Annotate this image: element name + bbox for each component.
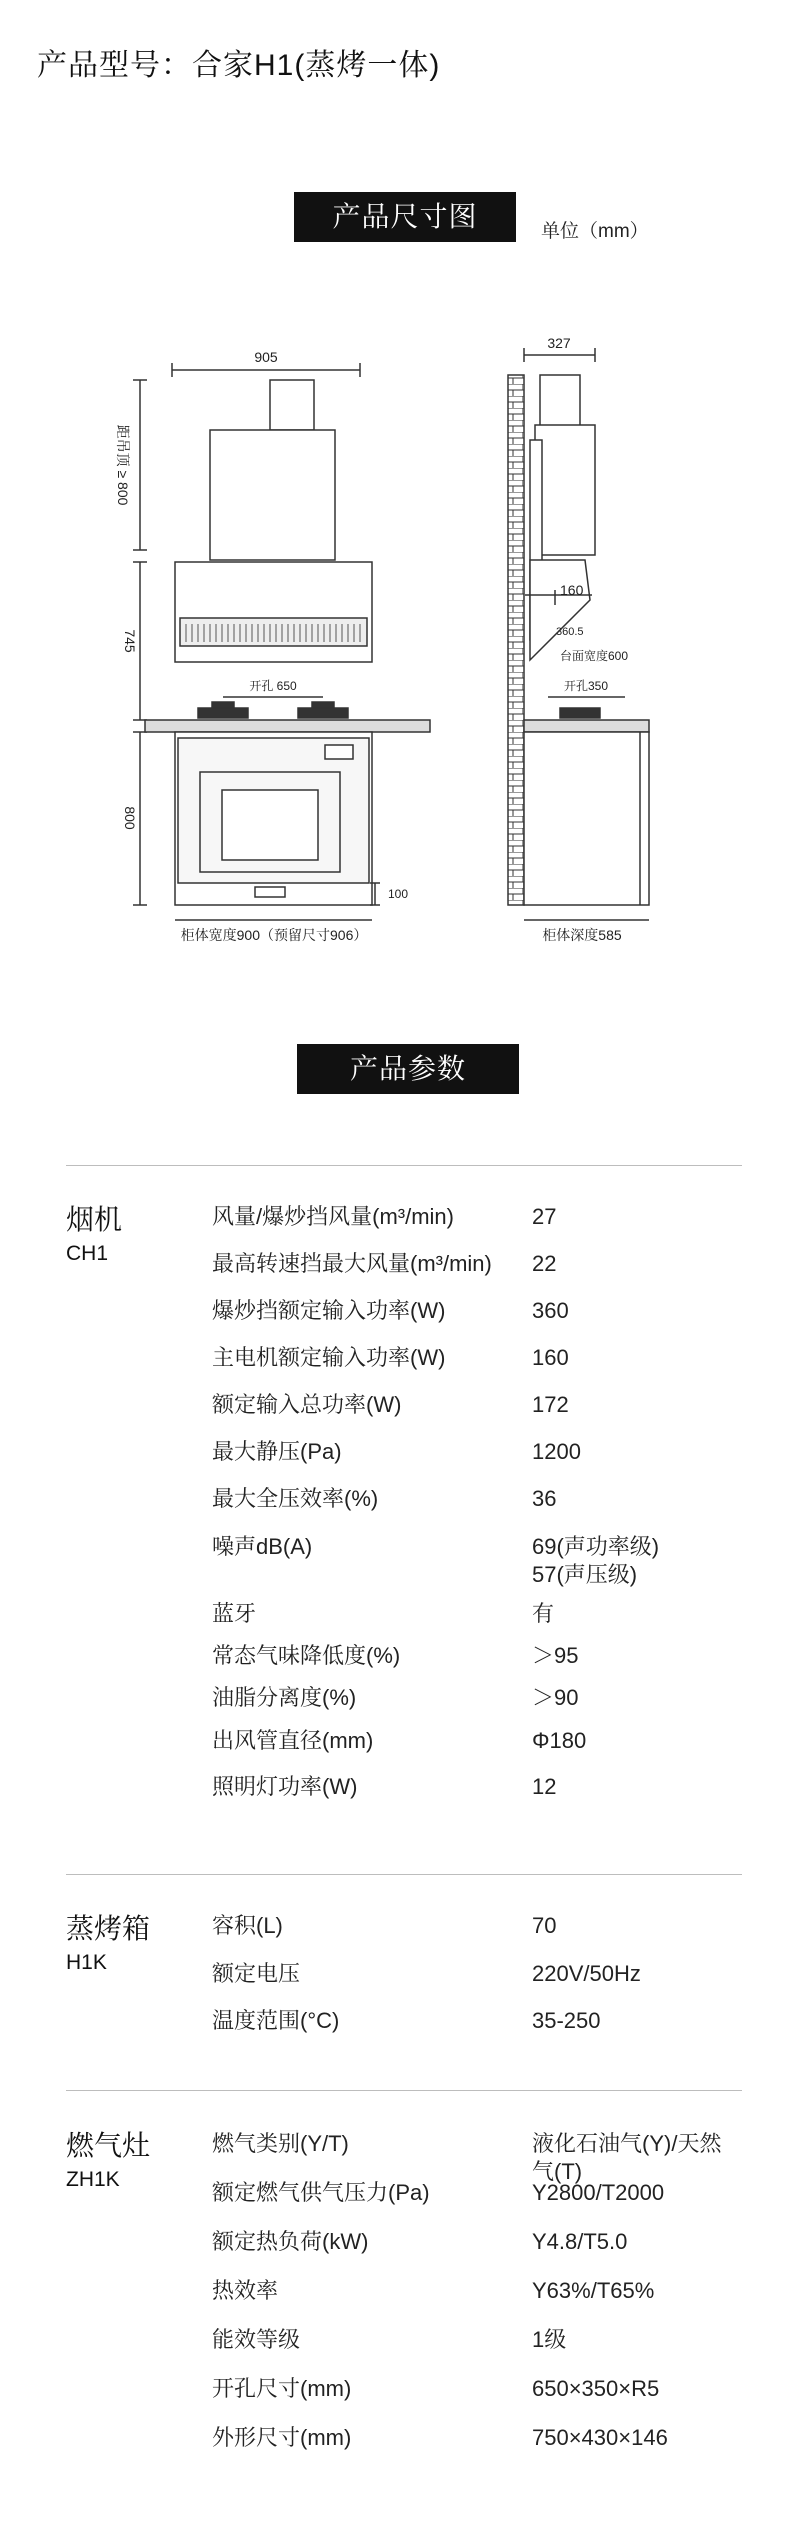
side-cabinet [524, 732, 649, 905]
hood-lower-body [175, 562, 372, 662]
spec-key: 额定电压 [212, 1961, 301, 1986]
spec-value: 有 [532, 1601, 555, 1626]
spec-key: 出风管直径(mm) [212, 1728, 374, 1753]
side-chimney [540, 375, 580, 427]
spec-value: ＞90 [532, 1685, 579, 1710]
unit-label: 单位（mm） [541, 221, 649, 242]
label-cutout-650: 开孔 650 [249, 679, 297, 693]
spec-key: 最高转速挡最大风量(m³/min) [212, 1251, 492, 1276]
dimension-drawing [0, 320, 791, 980]
divider [66, 1165, 742, 1166]
label-cabinet-depth: 柜体深度585 [542, 927, 622, 943]
burner-right [298, 702, 348, 718]
spec-value: 69(声功率级) 57(声压级) [532, 1534, 660, 1587]
burner-left [198, 702, 248, 718]
spec-key: 风量/爆炒挡风量(m³/min) [212, 1204, 454, 1229]
spec-value: 27 [532, 1204, 557, 1229]
group-code: ZH1K [66, 2168, 120, 2191]
spec-key: 爆炒挡额定输入功率(W) [212, 1298, 446, 1323]
spec-key: 开孔尺寸(mm) [212, 2376, 352, 2401]
spec-value: 220V/50Hz [532, 1961, 641, 1986]
brick-wall [508, 375, 524, 905]
spec-value: 36 [532, 1486, 557, 1511]
divider [66, 1874, 742, 1875]
spec-value: 360 [532, 1298, 569, 1323]
countertop [145, 720, 430, 732]
divider [66, 2090, 742, 2091]
label-100: 100 [388, 887, 409, 901]
label-360-5: 360.5 [556, 626, 584, 638]
group-code: H1K [66, 1951, 107, 1974]
product-model-title: 产品型号：合家H1(蒸烤一体) [37, 49, 441, 82]
spec-value: 70 [532, 1913, 557, 1938]
spec-value: 1级 [532, 2327, 567, 2352]
spec-key: 容积(L) [212, 1913, 283, 1938]
label-905: 905 [254, 349, 278, 365]
label-cabinet-width: 柜体宽度900（预留尺寸906） [180, 927, 368, 943]
spec-key: 温度范围(°C) [212, 2008, 340, 2033]
spec-value: 172 [532, 1392, 569, 1417]
spec-key: 主电机额定输入功率(W) [212, 1345, 446, 1370]
spec-key: 燃气类别(Y/T) [212, 2131, 349, 2156]
hood-upper-box [210, 430, 335, 560]
spec-value: 160 [532, 1345, 569, 1370]
spec-value: ＞95 [532, 1643, 579, 1668]
spec-value: 液化石油气(Y)/天然气(T) [532, 2131, 722, 2184]
spec-key: 最大静压(Pa) [212, 1439, 342, 1464]
label-327: 327 [547, 335, 571, 351]
spec-value: 650×350×R5 [532, 2376, 660, 2401]
side-burner [560, 708, 600, 718]
spec-key: 最大全压效率(%) [212, 1486, 379, 1511]
hood-chimney [270, 380, 314, 430]
spec-key: 常态气味降低度(%) [212, 1643, 401, 1668]
spec-key: 额定输入总功率(W) [212, 1392, 402, 1417]
spec-key: 外形尺寸(mm) [212, 2425, 352, 2450]
label-800: 800 [122, 806, 138, 830]
spec-key: 额定热负荷(kW) [212, 2229, 369, 2254]
spec-key: 能效等级 [212, 2327, 301, 2352]
dimensions-section-title: 产品尺寸图 [294, 192, 516, 242]
oven-window [222, 790, 318, 860]
params-section-title: 产品参数 [297, 1044, 519, 1094]
group-name: 燃气灶 [66, 2130, 151, 2161]
spec-key: 噪声dB(A) [212, 1534, 313, 1559]
label-cutout-350: 开孔350 [563, 679, 609, 693]
group-name: 烟机 [66, 1204, 123, 1235]
spec-value: Φ180 [532, 1728, 587, 1753]
spec-key: 热效率 [212, 2278, 279, 2303]
spec-value: Y63%/T65% [532, 2278, 655, 2303]
spec-value: 35-250 [532, 2008, 601, 2033]
spec-value: 22 [532, 1251, 557, 1276]
spec-value: Y2800/T2000 [532, 2180, 665, 2205]
spec-key: 蓝牙 [212, 1601, 257, 1626]
label-ceiling-dist: 距吊顶 ≥ 800 [115, 424, 131, 506]
drawer-handle [255, 887, 285, 897]
label-745: 745 [122, 629, 138, 653]
side-hood-box [535, 425, 595, 555]
spec-value: Y4.8/T5.0 [532, 2229, 628, 2254]
spec-value: 750×430×146 [532, 2425, 668, 2450]
group-code: CH1 [66, 1242, 109, 1265]
side-hood-panel [530, 560, 590, 660]
spec-key: 油脂分离度(%) [212, 1685, 357, 1710]
oven-display [325, 745, 353, 759]
spec-key: 照明灯功率(W) [212, 1774, 358, 1799]
spec-value: 1200 [532, 1439, 581, 1464]
group-name: 蒸烤箱 [66, 1913, 151, 1944]
side-countertop [524, 720, 649, 732]
label-counter-depth: 台面宽度600 [560, 649, 629, 663]
label-160: 160 [560, 582, 584, 598]
spec-key: 额定燃气供气压力(Pa) [212, 2180, 430, 2205]
spec-value: 12 [532, 1774, 557, 1799]
